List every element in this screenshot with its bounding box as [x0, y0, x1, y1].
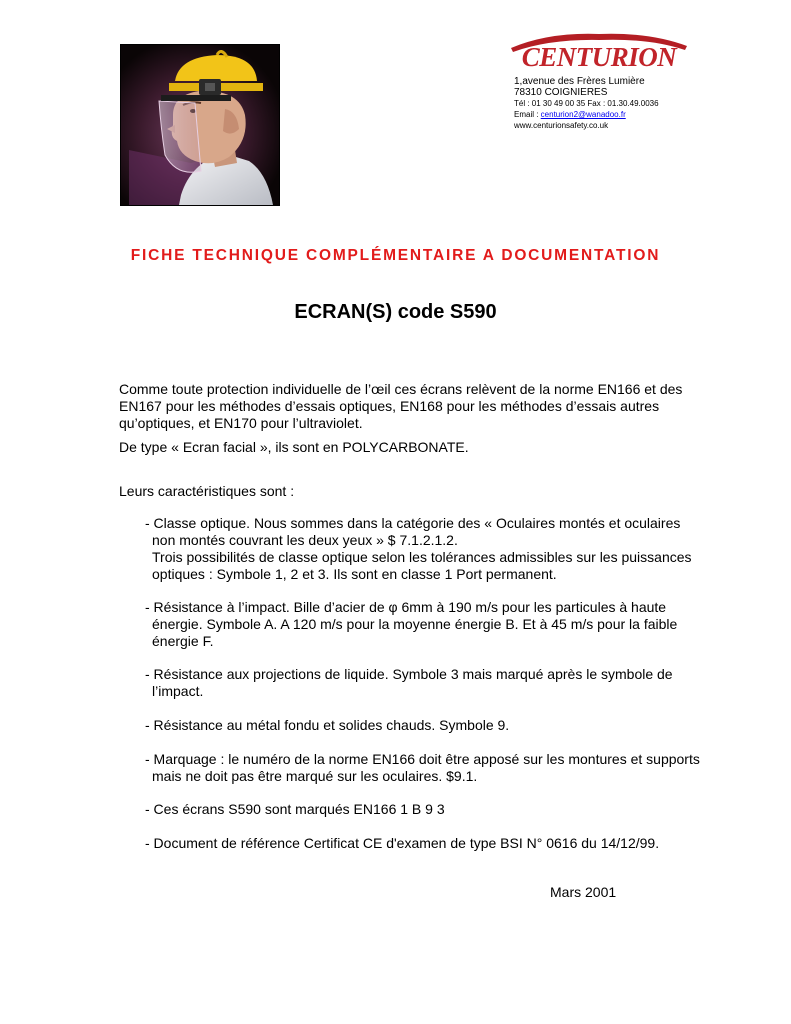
item-line: - Document de référence Certificat CE d'examen de type BSI N° 0616 du 14/12/99.	[145, 835, 660, 851]
company-address	[514, 76, 659, 131]
centurion-logo	[509, 30, 689, 78]
intro-line: qu’optiques, et EN170 pour l’ultraviolet.	[119, 415, 363, 431]
intro-paragraph	[119, 381, 682, 432]
face-shield-illustration	[121, 45, 279, 205]
item-line: - Résistance à l’impact. Bille d’acier de φ 6mm à 190 m/s pour les particules à haute	[145, 599, 667, 615]
intro-line: Comme toute protection individuelle de l’œil ces écrans relèvent de la norme EN166 et des	[119, 381, 683, 397]
address-line1: 1,avenue des Frères Lumière	[514, 76, 645, 87]
email-label: Email :	[514, 110, 541, 119]
characteristics-intro: Leurs caractéristiques sont :	[119, 483, 295, 499]
list-item-reference-document	[145, 835, 659, 852]
type-line: De type « Ecran facial », ils sont en POLYCARBONATE.	[119, 439, 469, 455]
email-line	[514, 109, 659, 120]
list-item-optical-class	[145, 515, 692, 583]
list-item-marking	[145, 751, 700, 785]
product-photo	[120, 44, 280, 206]
item-line: - Marquage : le numéro de la norme EN166 doit être apposé sur les montures et supports	[145, 751, 700, 767]
item-line: non montés couvrant les deux yeux » $ 7.1.2.1.2.	[152, 532, 458, 548]
item-line: - Résistance au métal fondu et solides chauds. Symbole 9.	[145, 717, 510, 733]
item-line: - Ces écrans S590 sont marqués EN166 1 B 9 3	[145, 801, 445, 817]
item-line: Trois possibilités de classe optique selon les tolérances admissibles sur les puissances	[152, 549, 692, 565]
logo-text: CENTURION	[521, 42, 677, 72]
document-title: ECRAN(S) code S590	[294, 301, 497, 323]
document-heading: FICHE TECHNIQUE COMPLÉMENTAIRE A DOCUMENTATION	[130, 247, 661, 264]
document-date: Mars 2001	[550, 884, 617, 900]
item-line: - Classe optique. Nous sommes dans la catégorie des « Oculaires montés et oculaires	[145, 515, 681, 531]
list-item-impact-resistance	[145, 599, 677, 650]
address-line2: 78310 COIGNIERES	[514, 87, 608, 98]
list-item-molten-metal	[145, 717, 509, 734]
item-line: l’impact.	[152, 683, 204, 699]
website: www.centurionsafety.co.uk	[514, 121, 609, 130]
item-line: optiques : Symbole 1, 2 et 3. Ils sont en classe 1 Port permanent.	[152, 566, 557, 582]
item-line: énergie. Symbole A. A 120 m/s pour la moyenne énergie B. Et à 45 m/s pour la faible	[152, 616, 678, 632]
email-link[interactable]: centurion2@wanadoo.fr	[540, 110, 626, 119]
item-line: énergie F.	[152, 633, 214, 649]
item-line: mais ne doit pas être marqué sur les oculaires. $9.1.	[152, 768, 478, 784]
item-line: - Résistance aux projections de liquide. Symbole 3 mais marqué après le symbole de	[145, 666, 673, 682]
intro-line: EN167 pour les méthodes d’essais optiques, EN168 pour les méthodes d’essais autres	[119, 398, 660, 414]
phone-fax: Tél : 01 30 49 00 35 Fax : 01.30.49.0036	[514, 99, 659, 108]
list-item-liquid-resistance	[145, 666, 673, 700]
list-item-s590-marking	[145, 801, 445, 818]
